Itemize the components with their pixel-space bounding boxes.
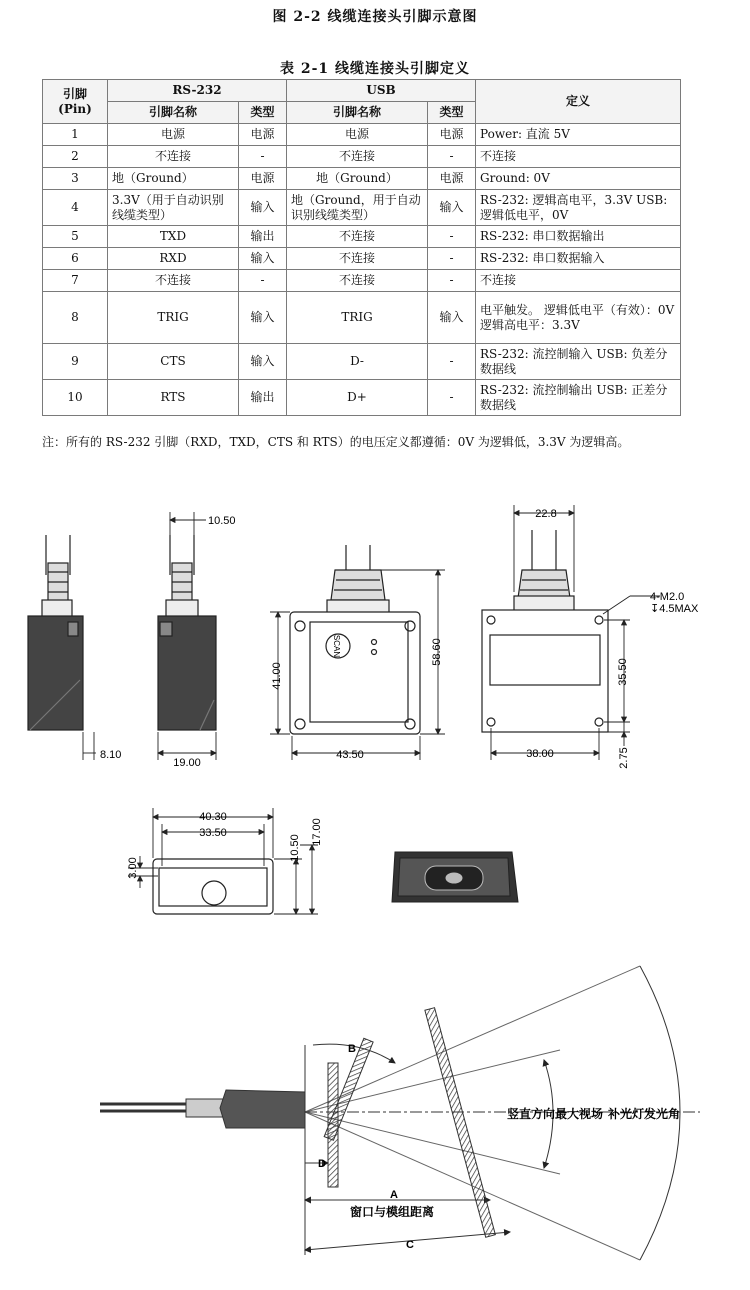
usb-type-cell: 输入 bbox=[428, 292, 476, 344]
pin-number-cell: 5 bbox=[43, 226, 108, 248]
rs232-name-cell: RXD bbox=[108, 248, 239, 270]
definition-cell: RS-232: 流控制输出 USB: 正差分数据线 bbox=[476, 380, 681, 416]
rs232-type-cell: 输入 bbox=[239, 248, 287, 270]
front-view-scan bbox=[290, 545, 420, 734]
usb-name-cell: 地（Ground，用于自动识别线缆类型） bbox=[287, 190, 428, 226]
fov-label-c: C bbox=[406, 1239, 414, 1251]
rs232-type-cell: 输出 bbox=[239, 226, 287, 248]
usb-type-cell: - bbox=[428, 146, 476, 168]
m2-leader bbox=[603, 596, 630, 614]
dim-2-75 bbox=[608, 722, 630, 746]
usb-type-cell: - bbox=[428, 344, 476, 380]
dim-17-00 bbox=[300, 845, 318, 914]
rs232-name-cell: 3.3V（用于自动识别线缆类型） bbox=[108, 190, 239, 226]
definition-cell: RS-232: 逻辑高电平，3.3V USB: 逻辑低电平，0V bbox=[476, 190, 681, 226]
pin-number-cell: 8 bbox=[43, 292, 108, 344]
dim-10-50-label: 10.50 bbox=[289, 834, 301, 862]
usb-name-cell: D- bbox=[287, 344, 428, 380]
dim-38-00-label: 38.00 bbox=[526, 748, 554, 760]
usb-header: USB bbox=[287, 80, 476, 102]
side-view-left bbox=[28, 535, 83, 730]
usb-name-cell: 不连接 bbox=[287, 146, 428, 168]
rs232-header: RS-232 bbox=[108, 80, 287, 102]
definition-cell: RS-232: 流控制输入 USB: 负差分数据线 bbox=[476, 344, 681, 380]
dim-10-50-top bbox=[170, 512, 206, 540]
definition-cell: 不连接 bbox=[476, 270, 681, 292]
usb-type-cell: 电源 bbox=[428, 168, 476, 190]
definition-cell: Power: 直流 5V bbox=[476, 124, 681, 146]
fov-label-b: B bbox=[348, 1043, 356, 1055]
rs232-name-cell: TRIG bbox=[108, 292, 239, 344]
definition-header: 定义 bbox=[476, 80, 681, 124]
pin-number-cell: 6 bbox=[43, 248, 108, 270]
pin-number-cell: 7 bbox=[43, 270, 108, 292]
side-view-right bbox=[158, 535, 216, 730]
definition-cell: Ground: 0V bbox=[476, 168, 681, 190]
rs232-type-cell: 输入 bbox=[239, 190, 287, 226]
dim-19-00-label: 19.00 bbox=[173, 757, 201, 769]
usb-type-cell: - bbox=[428, 270, 476, 292]
dim-40-30-label: 40.30 bbox=[199, 811, 227, 823]
pin-number-cell: 3 bbox=[43, 168, 108, 190]
fov-label-d: D bbox=[318, 1158, 326, 1170]
usb-name-header: 引脚名称 bbox=[287, 102, 428, 124]
back-view bbox=[482, 530, 608, 732]
rs232-name-cell: CTS bbox=[108, 344, 239, 380]
perspective-view bbox=[392, 852, 518, 902]
dim-35-50-label: 35.50 bbox=[617, 658, 629, 686]
pin-number-cell: 9 bbox=[43, 344, 108, 380]
rs232-name-cell: 电源 bbox=[108, 124, 239, 146]
definition-cell: 电平触发。 逻辑低电平（有效）：0V 逻辑高电平：3.3V bbox=[476, 292, 681, 344]
usb-name-cell: TRIG bbox=[287, 292, 428, 344]
dim-2-75-label: 2.75 bbox=[618, 747, 630, 769]
definition-cell: RS-232: 串口数据输入 bbox=[476, 248, 681, 270]
usb-name-cell: 地（Ground） bbox=[287, 168, 428, 190]
rs232-type-header: 类型 bbox=[239, 102, 287, 124]
window-distance-label: 窗口与模组距离 bbox=[350, 1205, 435, 1219]
top-view bbox=[153, 859, 273, 914]
pin-number-cell: 1 bbox=[43, 124, 108, 146]
usb-name-cell: 电源 bbox=[287, 124, 428, 146]
rs232-name-cell: TXD bbox=[108, 226, 239, 248]
dim-10-50-top-label: 10.50 bbox=[208, 515, 236, 527]
fill-light-angle-label: 补光灯发光角 bbox=[608, 1107, 681, 1121]
usb-name-cell: 不连接 bbox=[287, 248, 428, 270]
rs232-name-cell: 不连接 bbox=[108, 146, 239, 168]
rs232-type-cell: 电源 bbox=[239, 124, 287, 146]
figure-title: 图 2-2 线缆连接头引脚示意图 bbox=[272, 9, 478, 25]
rs232-name-cell: 不连接 bbox=[108, 270, 239, 292]
m2-depth-label: ↧4.5MAX bbox=[650, 603, 699, 615]
pin-number-cell: 4 bbox=[43, 190, 108, 226]
dim-58-60-label: 58.60 bbox=[431, 638, 443, 666]
rs232-type-cell: - bbox=[239, 270, 287, 292]
pin-number-cell: 10 bbox=[43, 380, 108, 416]
rs232-type-cell: 输入 bbox=[239, 344, 287, 380]
dim-22-8-label: 22.8 bbox=[535, 508, 557, 520]
pin-number-cell: 2 bbox=[43, 146, 108, 168]
rs232-name-header: 引脚名称 bbox=[108, 102, 239, 124]
rs232-name-cell: RTS bbox=[108, 380, 239, 416]
dim-10-50 bbox=[274, 859, 318, 914]
rs232-type-cell: - bbox=[239, 146, 287, 168]
usb-type-cell: - bbox=[428, 380, 476, 416]
m2-thread-label: 4-M2.0 bbox=[650, 591, 685, 603]
rs232-type-cell: 输出 bbox=[239, 380, 287, 416]
table-title: 表 2-1 线缆连接头引脚定义 bbox=[279, 61, 471, 77]
usb-type-cell: - bbox=[428, 248, 476, 270]
vertical-fov-label: 竖直方向最大视场 bbox=[507, 1107, 604, 1121]
rs232-type-cell: 输入 bbox=[239, 292, 287, 344]
target-plate-far bbox=[425, 1008, 495, 1238]
dim-17-00-label: 17.00 bbox=[311, 818, 323, 846]
dim-8-10 bbox=[83, 732, 96, 760]
definition-cell: 不连接 bbox=[476, 146, 681, 168]
rs232-name-cell: 地（Ground） bbox=[108, 168, 239, 190]
scan-button-label: SCAN bbox=[332, 634, 341, 658]
rs232-type-cell: 电源 bbox=[239, 168, 287, 190]
dim-33-50-label: 33.50 bbox=[199, 827, 227, 839]
dim-41-00-label: 41.00 bbox=[271, 662, 283, 690]
definition-cell: RS-232: 串口数据输出 bbox=[476, 226, 681, 248]
pin-header: 引脚 (Pin) bbox=[43, 80, 108, 124]
dim-19-00 bbox=[158, 732, 216, 760]
usb-type-cell: - bbox=[428, 226, 476, 248]
usb-name-cell: 不连接 bbox=[287, 226, 428, 248]
usb-name-cell: 不连接 bbox=[287, 270, 428, 292]
usb-type-header: 类型 bbox=[428, 102, 476, 124]
dim-8-10-label: 8.10 bbox=[100, 749, 122, 761]
table-note: 注：所有的 RS-232 引脚（RXD，TXD，CTS 和 RTS）的电压定义都遵循：0V 为逻辑低，3.3V 为逻辑高。 bbox=[42, 435, 630, 449]
dim-3-00-label: 3.00 bbox=[127, 857, 139, 879]
fov-label-a: A bbox=[390, 1189, 398, 1201]
usb-type-cell: 电源 bbox=[428, 124, 476, 146]
usb-type-cell: 输入 bbox=[428, 190, 476, 226]
dim-43-50-label: 43.50 bbox=[336, 749, 364, 761]
usb-name-cell: D+ bbox=[287, 380, 428, 416]
